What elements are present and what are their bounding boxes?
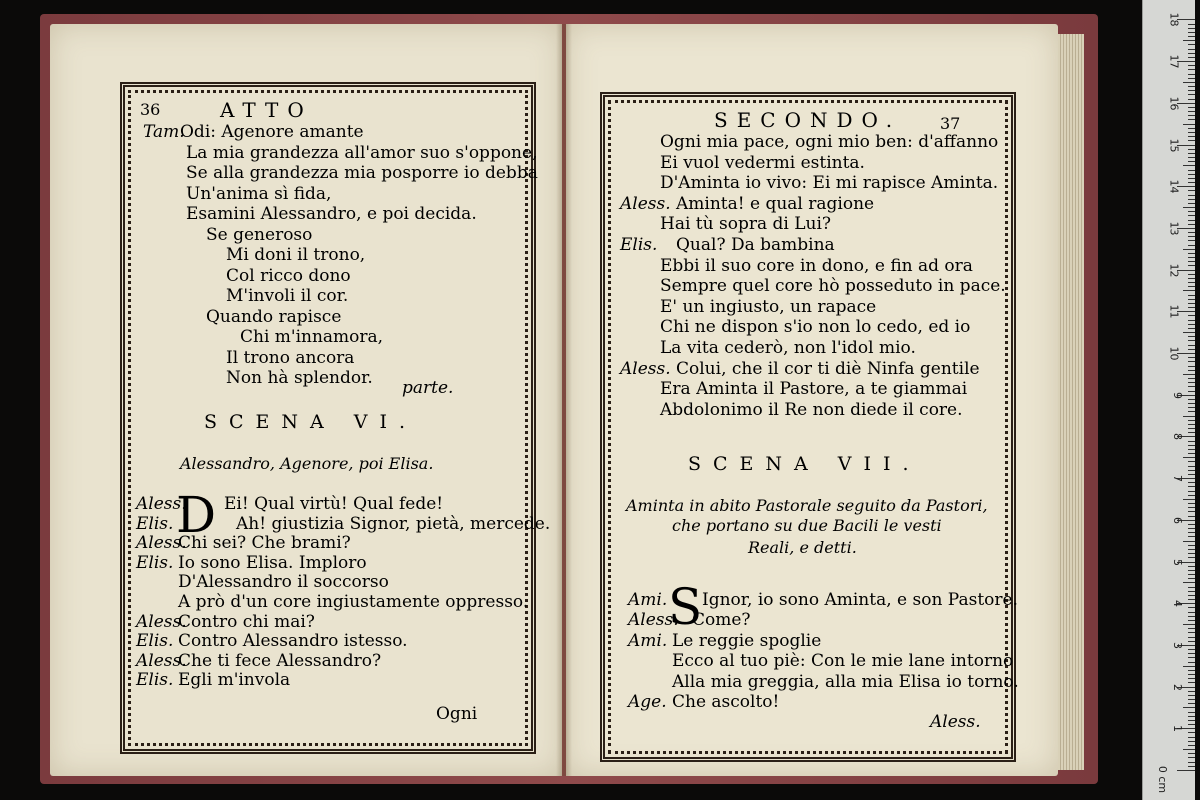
ruler-tick [1183, 165, 1195, 166]
ruler-tick [1188, 691, 1195, 692]
verse-line: Esamini Alessandro, e poi decida. [186, 204, 477, 224]
speaker-label: Ami. [628, 590, 668, 610]
ruler-tick [1188, 682, 1195, 683]
speaker-label: Elis. [136, 631, 174, 652]
ruler-tick [1188, 161, 1195, 162]
ruler-number: 16 [1167, 96, 1181, 111]
ruler-tick [1188, 703, 1195, 704]
ruler-tick [1188, 199, 1195, 200]
speaker-label: Ami. [628, 630, 668, 651]
ruler-tick [1188, 670, 1195, 671]
ruler-tick [1188, 641, 1195, 642]
ruler-tick [1183, 82, 1195, 83]
ruler-tick [1188, 111, 1195, 112]
dialogue-line: Che ti fece Alessandro? [178, 650, 382, 671]
speaker-label: Elis. [620, 235, 658, 255]
ruler-tick [1188, 591, 1195, 592]
ruler-tick [1177, 770, 1195, 771]
running-header-right: SECONDO. [714, 108, 902, 132]
ruler-tick [1188, 599, 1195, 600]
ruler-tick [1188, 482, 1195, 483]
ruler-tick [1188, 278, 1195, 279]
ruler-tick [1188, 132, 1195, 133]
ruler-tick [1188, 215, 1195, 216]
speaker-label: Age. [628, 692, 667, 712]
ruler-tick [1188, 420, 1195, 421]
ruler-tick [1188, 511, 1195, 512]
ruler-tick [1188, 261, 1195, 262]
ruler-tick [1188, 307, 1195, 308]
ruler-tick [1183, 624, 1195, 625]
ruler-tick [1183, 666, 1195, 667]
ruler-tick [1188, 628, 1195, 629]
verse-line: Qual? Da bambina [676, 235, 835, 255]
ruler-tick [1188, 612, 1195, 613]
ruler-tick [1188, 253, 1195, 254]
ruler-tick [1188, 119, 1195, 120]
ruler-tick [1188, 232, 1195, 233]
ruler-number: 14 [1167, 179, 1181, 194]
ruler-tick [1188, 257, 1195, 258]
ruler-tick [1188, 336, 1195, 337]
ruler-tick [1188, 90, 1195, 91]
ruler-tick [1188, 32, 1195, 33]
ruler-tick [1188, 69, 1195, 70]
verse-line: Chi m'innamora, [240, 327, 384, 347]
ruler-tick [1183, 249, 1195, 250]
ruler-tick [1188, 182, 1195, 183]
dialogue-line: Ei! Qual virtù! Qual fede! [224, 494, 444, 514]
ruler-tick [1188, 557, 1195, 558]
ruler-tick [1183, 290, 1195, 291]
ruler-tick [1188, 536, 1195, 537]
ruler-tick [1188, 716, 1195, 717]
ruler-tick [1188, 44, 1195, 45]
ruler-number: 2 [1171, 683, 1184, 691]
ruler-tick [1188, 382, 1195, 383]
ruler-tick [1188, 453, 1195, 454]
ruler-tick [1188, 428, 1195, 429]
ruler-tick [1188, 391, 1195, 392]
verse-line: Ebbi il suo core in dono, e fin ad ora [660, 255, 973, 276]
ruler-tick [1188, 653, 1195, 654]
verse-line: La vita cederò, non l'idol mio. [660, 338, 916, 358]
ruler-tick [1188, 36, 1195, 37]
dialogue-line: Egli m'invola [178, 670, 291, 691]
ruler-tick [1188, 245, 1195, 246]
ruler-tick [1188, 445, 1195, 446]
ruler-number: 4 [1171, 600, 1184, 608]
ruler-tick [1188, 128, 1195, 129]
ruler-tick [1183, 374, 1195, 375]
ruler-tick [1188, 587, 1195, 588]
speaker-label: Aless. [136, 494, 187, 514]
ruler-tick [1188, 461, 1195, 462]
ruler-tick [1188, 524, 1195, 525]
ruler-tick [1188, 94, 1195, 95]
verse-line: D'Aminta io vivo: Ei mi rapisce Aminta. [660, 173, 999, 194]
verse-line: E' un ingiusto, un rapace [660, 296, 877, 317]
ruler-tick [1183, 416, 1195, 417]
verse-line: Chi ne dispon s'io non lo cedo, ed io [660, 317, 971, 338]
ruler-tick [1188, 528, 1195, 529]
ruler-tick [1188, 320, 1195, 321]
ruler-number: 18 [1167, 12, 1181, 27]
ruler-tick [1188, 86, 1195, 87]
verse-line: Sempre quel core hò posseduto in pace. [660, 276, 1006, 297]
speaker-label: Aless. [620, 358, 671, 379]
ruler-number: 7 [1171, 475, 1184, 483]
ruler-tick [1188, 195, 1195, 196]
ruler-tick [1183, 499, 1195, 500]
ruler-tick [1188, 190, 1195, 191]
stage-direction-line: Aminta in abito Pastorale seguito da Pastori, [626, 496, 988, 515]
ruler-tick [1188, 265, 1195, 266]
dropcap-right: S [668, 578, 703, 636]
ruler-tick [1188, 553, 1195, 554]
ruler-unit-label: 0 cm [1156, 765, 1170, 794]
ruler-tick [1188, 328, 1195, 329]
ruler-tick [1188, 203, 1195, 204]
ruler-tick [1188, 140, 1195, 141]
ruler-tick [1188, 712, 1195, 713]
dialogue-line: Contro chi mai? [178, 611, 315, 632]
ruler-tick [1188, 607, 1195, 608]
page-number-left: 36 [140, 100, 161, 119]
ruler-tick [1188, 678, 1195, 679]
ruler-tick [1188, 424, 1195, 425]
ruler-tick [1188, 361, 1195, 362]
ruler-tick [1188, 28, 1195, 29]
ruler-tick [1188, 620, 1195, 621]
ruler-tick [1188, 566, 1195, 567]
book-gutter [556, 24, 572, 776]
ruler-tick [1183, 40, 1195, 41]
ruler-tick [1188, 495, 1195, 496]
ruler-tick [1188, 274, 1195, 275]
ruler-tick [1183, 707, 1195, 708]
dialogue-line: Che ascolto! [672, 692, 780, 712]
ruler-tick [1188, 357, 1195, 358]
ruler-tick [1183, 457, 1195, 458]
ruler-tick [1188, 403, 1195, 404]
ruler-tick [1183, 124, 1195, 125]
verse-line: Quando rapisce [206, 306, 342, 327]
ruler-number: 5 [1171, 558, 1184, 566]
ruler-tick [1188, 178, 1195, 179]
ruler-tick [1188, 595, 1195, 596]
measurement-ruler [1142, 0, 1195, 800]
ruler-tick [1188, 378, 1195, 379]
exit-note: parte. [402, 378, 454, 398]
ruler-number: 15 [1167, 138, 1181, 152]
ruler-tick [1188, 136, 1195, 137]
ruler-number: 8 [1171, 433, 1184, 441]
ruler-tick [1188, 303, 1195, 304]
ruler-tick [1188, 649, 1195, 650]
ruler-tick [1188, 466, 1195, 467]
speaker-label: Aless. [620, 193, 671, 214]
ruler-tick [1188, 211, 1195, 212]
dialogue-line: Contro Alessandro istesso. [178, 631, 408, 652]
ruler-tick [1188, 737, 1195, 738]
ruler-tick [1183, 207, 1195, 208]
ruler-tick [1183, 749, 1195, 750]
ruler-number: 13 [1167, 221, 1181, 236]
ruler-tick [1188, 170, 1195, 171]
ruler-tick [1188, 474, 1195, 475]
ruler-tick [1188, 695, 1195, 696]
verse-line: Il trono ancora [226, 347, 355, 368]
speaker-label: Aless. [136, 650, 187, 671]
verse-line: Hai tù sopra di Lui? [660, 214, 832, 235]
ruler-tick [1188, 578, 1195, 579]
dialogue-line: Io sono Elisa. Imploro [178, 552, 367, 573]
ruler-tick [1188, 741, 1195, 742]
ruler-tick [1188, 324, 1195, 325]
verse-line: Odi: Agenore amante [180, 122, 364, 142]
speaker-label: Aless. [628, 610, 679, 631]
ruler-tick [1188, 411, 1195, 412]
ruler-tick [1188, 762, 1195, 763]
ruler-tick [1183, 332, 1195, 333]
ruler-tick [1188, 174, 1195, 175]
dialogue-line: Ah! giustizia Signor, pietà, mercede. [236, 513, 551, 534]
ruler-tick [1188, 491, 1195, 492]
speaker-label: Elis. [136, 670, 174, 691]
ruler-tick [1188, 516, 1195, 517]
ruler-tick [1188, 345, 1195, 346]
dialogue-line: A prò d'un core ingiustamente oppresso. [178, 592, 529, 612]
dialogue-line: Le reggie spoglie [672, 630, 822, 651]
dialogue-line: Chi sei? Che brami? [178, 533, 351, 554]
ruler-tick [1188, 340, 1195, 341]
dropcap-left: D [176, 486, 217, 544]
verse-line: Abdolonimo il Re non diede il core. [660, 399, 963, 420]
speaker-label: Tam. [143, 122, 185, 142]
ruler-tick [1188, 399, 1195, 400]
ruler-tick [1188, 299, 1195, 300]
dialogue-line: Come? [692, 610, 751, 631]
dialogue-line: Alla mia greggia, alla mia Elisa io torno. [672, 671, 1019, 692]
ruler-tick [1188, 570, 1195, 571]
ruler-tick [1183, 541, 1195, 542]
ruler-tick [1188, 224, 1195, 225]
ruler-tick [1188, 366, 1195, 367]
verse-line: Era Aminta il Pastore, a te giammai [660, 379, 968, 400]
catchword-right: Aless. [930, 712, 981, 732]
ruler-number: 3 [1171, 641, 1184, 649]
ruler-number: 17 [1167, 54, 1181, 69]
ruler-tick [1188, 724, 1195, 725]
verse-line: Mi doni il trono, [226, 245, 366, 265]
ruler-tick [1188, 295, 1195, 296]
ruler-tick [1188, 545, 1195, 546]
ruler-tick [1188, 407, 1195, 408]
speaker-label: Aless. [136, 533, 187, 554]
ruler-tick [1183, 582, 1195, 583]
verse-line: Ogni mia pace, ogni mio ben: d'affanno [660, 132, 999, 152]
ruler-tick [1188, 286, 1195, 287]
ruler-tick [1188, 766, 1195, 767]
catchword-left: Ogni [436, 704, 478, 724]
verse-line: Se alla grandezza mia posporre io debba [186, 163, 538, 183]
ruler-tick [1188, 549, 1195, 550]
verse-line: Un'anima sì fida, [186, 183, 332, 204]
ruler-tick [1188, 282, 1195, 283]
verse-line: Ei vuol vedermi estinta. [660, 152, 865, 173]
verse-line: M'involi il cor. [226, 286, 349, 306]
ruler-tick [1188, 149, 1195, 150]
dialogue-line: D'Alessandro il soccorso [178, 572, 389, 593]
ruler-tick [1188, 107, 1195, 108]
ruler-number: 10 [1167, 346, 1181, 361]
ruler-tick [1188, 57, 1195, 58]
ruler-tick [1188, 432, 1195, 433]
dialogue-line: Ecco al tuo piè: Con le mie lane intorno [672, 651, 1014, 672]
verse-line: Aminta! e qual ragione [676, 193, 875, 214]
speaker-label: Elis. [136, 513, 174, 534]
ruler-tick [1188, 441, 1195, 442]
scene-title-left: SCENA VI. [204, 411, 418, 433]
ruler-tick [1188, 157, 1195, 158]
ruler-tick [1188, 386, 1195, 387]
ruler-tick [1188, 153, 1195, 154]
verse-line: Col ricco dono [226, 265, 351, 286]
ruler-tick [1188, 720, 1195, 721]
page-edges [1058, 34, 1084, 770]
ruler-tick [1188, 745, 1195, 746]
ruler-tick [1188, 674, 1195, 675]
ruler-tick [1188, 115, 1195, 116]
ruler-tick [1188, 632, 1195, 633]
scene-characters: Alessandro, Agenore, poi Elisa. [180, 454, 434, 473]
stage-direction-line: che portano su due Bacili le vesti [672, 516, 942, 535]
dialogue-line: Ignor, io sono Aminta, e son Pastore. [702, 590, 1018, 610]
running-header-left: ATTO [220, 98, 313, 122]
speaker-label: Aless. [136, 611, 187, 632]
ruler-tick [1188, 507, 1195, 508]
ruler-tick [1188, 349, 1195, 350]
ruler-tick [1188, 315, 1195, 316]
ruler-tick [1188, 486, 1195, 487]
ruler-tick [1188, 240, 1195, 241]
ruler-number: 11 [1167, 304, 1181, 319]
ruler-tick [1188, 78, 1195, 79]
ruler-tick [1188, 65, 1195, 66]
ruler-number: 12 [1167, 263, 1181, 278]
verse-line: Non hà splendor. [226, 368, 373, 388]
verse-line: La mia grandezza all'amor suo s'oppone, [186, 142, 538, 163]
ruler-tick [1188, 532, 1195, 533]
ruler-tick [1188, 574, 1195, 575]
ruler-tick [1188, 370, 1195, 371]
ruler-tick [1188, 732, 1195, 733]
ruler-tick [1188, 24, 1195, 25]
ruler-tick [1188, 657, 1195, 658]
ruler-number: 6 [1171, 516, 1184, 524]
ruler-tick [1188, 49, 1195, 50]
ruler-tick [1188, 53, 1195, 54]
ruler-tick [1188, 236, 1195, 237]
page-number-right: 37 [940, 114, 961, 133]
ruler-tick [1188, 616, 1195, 617]
ruler-tick [1188, 449, 1195, 450]
verse-line: Se generoso [206, 224, 313, 245]
stage-direction-line: Reali, e detti. [748, 538, 857, 557]
verse-line: Colui, che il cor ti diè Ninfa gentile [676, 358, 980, 379]
ruler-number: 1 [1171, 725, 1184, 733]
ruler-tick [1188, 99, 1195, 100]
scene-title-right: SCENA VII. [688, 453, 921, 475]
ruler-tick [1188, 220, 1195, 221]
ruler-tick [1188, 74, 1195, 75]
ruler-tick [1188, 662, 1195, 663]
ruler-tick [1188, 699, 1195, 700]
ruler-number: 9 [1171, 391, 1184, 399]
ruler-tick [1188, 503, 1195, 504]
ruler-tick [1188, 757, 1195, 758]
ruler-tick [1188, 753, 1195, 754]
ruler-tick [1188, 637, 1195, 638]
speaker-label: Elis. [136, 552, 174, 573]
ruler-tick [1188, 470, 1195, 471]
